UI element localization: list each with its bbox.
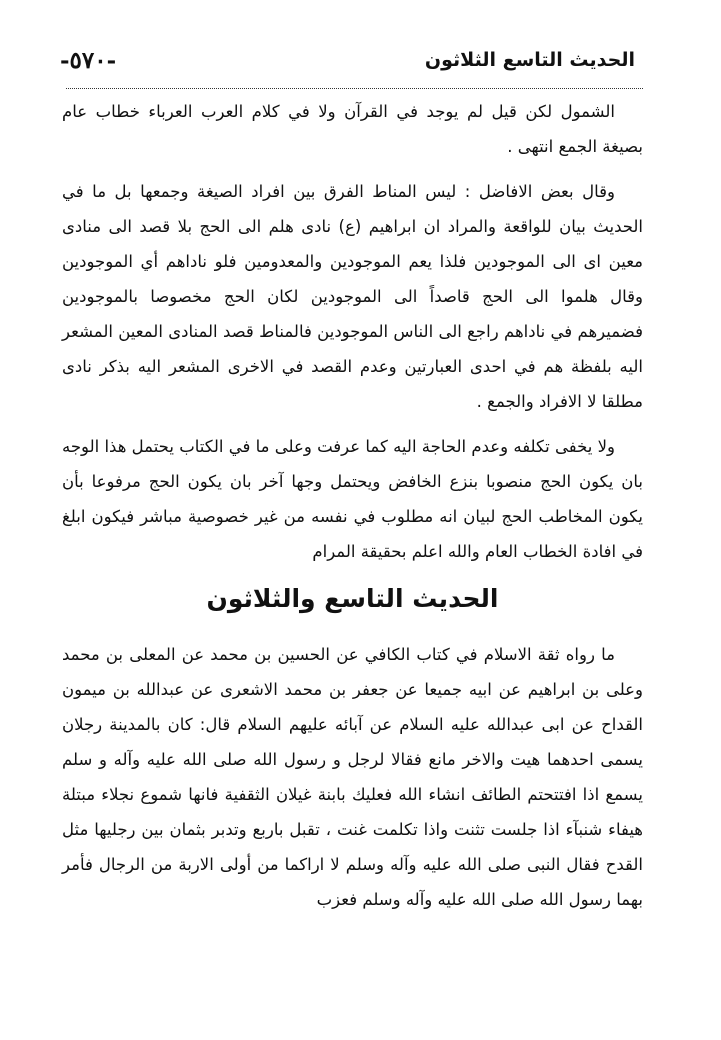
paragraph: الشمول لكن قيل لم يوجد في القرآن ولا في كلام العرب العرباء خطاب عام بصيغة الجمع انتهى .	[62, 102, 643, 156]
page-number: -٥٧٠-	[60, 46, 117, 74]
running-title: الحديث التاسع الثلاثون	[424, 49, 635, 71]
header-divider	[66, 88, 643, 89]
hadith-paragraph: ما رواه ثقة الاسلام في كتاب الكافي عن الحسين بن محمد عن المعلى بن محمد وعلى بن ابراهيم عن ابيه جميعا عن جعفر بن محمد الاشعرى عن عبدالله بن ميمون القداح عن ابى عبدالله عليه السلام عن آبائه عليهم السلام قال: كان بالمدينة رجلان يسمى احدهما هيت والاخر مانع فقالا لرجل و رسول الله صلى الله عليه وآله و سلم يسمع اذا افتتحتم الطائف انشاء الله فعليك بابنة غيلان الثقفية فانها شموع نجلاء مبتلة هيفاء شنبآء اذا جلست تثنت واذا تكلمت غنت ، تقبل باربع وتدبر بثمان بين رجليها مثل القدح فقال النبى صلى الله عليه وآله وسلم لا اراكما من أولى الاربة من الرجال فأمر بهما رسول الله صلى الله عليه وآله وسلم فعزب	[62, 645, 643, 909]
page-header	[60, 38, 635, 82]
paragraph: وقال بعض الافاضل : ليس المناط الفرق بين افراد الصيغة وجمعها بل ما في الحديث بيان للواقعة والمراد ان ابراهيم (ع) نادى هلم الى الحج بلا قصد الى منادى معين اى الى الموجودين فلذا يعم الموجودين والمعدومين فلو ناداهم أي الموجودين وقال هلموا الى الحج قاصداً الى الموجودين لكان الحج مخصوصا بالموجودين فضميرهم في ناداهم راجع الى الناس الموجودين فالمناط قصد المنادى المعين المشعر اليه بلفظة هم في احدى العبارتين وعدم القصد في الاخرى المشعر اليه بذكر نادى مطلقا لا الافراد والجمع .	[62, 182, 643, 411]
paragraph: ولا يخفى تكلفه وعدم الحاجة اليه كما عرفت وعلى ما في الكتاب يحتمل هذا الوجه بان يكون الحج منصوبا بنزع الخافض ويحتمل وجها آخر بان يكون الحج مرفوعا بأن يكون المخاطب الحج لبيان انه مطلوب في نفسه من غير خصوصية مباشر فيكون ابلغ في افادة الخطاب العام والله اعلم بحقيقة المرام	[62, 437, 643, 561]
section-heading: الحديث التاسع والثلاثون	[206, 584, 499, 613]
page-body	[62, 94, 643, 927]
